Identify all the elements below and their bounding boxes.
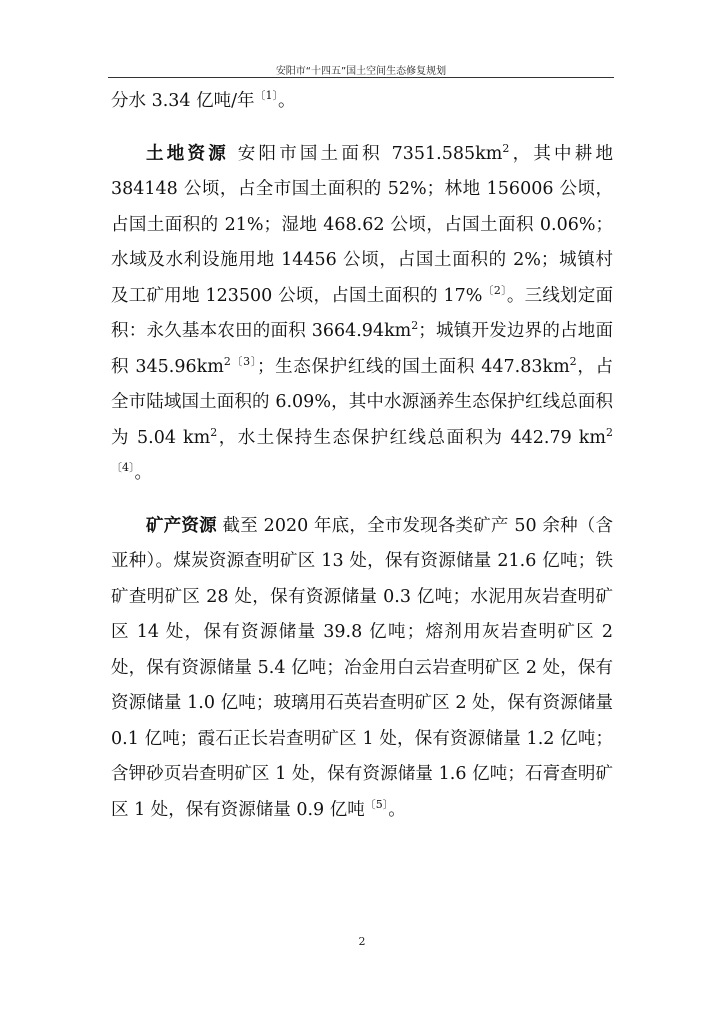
superscript: 2	[569, 354, 577, 368]
paragraph-text: 。三线划定面积：永久基本农田的面积 3664.94km	[111, 285, 614, 341]
citation-ref: 〔3〕	[230, 354, 257, 368]
header-rule	[108, 77, 614, 78]
citation-ref: 〔2〕	[482, 283, 507, 297]
paragraph-tail: 。	[134, 463, 152, 483]
paragraph-tail: 。	[388, 799, 406, 820]
superscript: 2	[502, 141, 510, 155]
superscript: 2	[411, 319, 419, 333]
superscript: 2	[210, 425, 218, 439]
paragraph-tail: 。	[278, 91, 296, 111]
citation-ref: 〔5〕	[364, 797, 389, 811]
paragraph-land-resources	[111, 137, 613, 492]
paragraph-text: 安阳市国土面积 7351.585km	[228, 143, 503, 164]
section-heading-land: 土地资源	[146, 143, 229, 164]
citation-ref: 〔4〕	[111, 461, 135, 474]
paragraph-text: ，占全市陆域国土面积的 6.09%，其中水源涵养生态保护红线总面积为 5.04 km	[111, 356, 614, 448]
running-header: 安阳市“十四五”国土空间生态修复规划	[275, 66, 447, 77]
paragraph-text: 截至 2020 年底，全市发现各类矿产 50 余种（含亚种）。煤炭资源查明矿区 13 处，保有资源储量 21.6 亿吨；铁矿查明矿区 28 处，保有资源储量 0.3 亿吨；水泥用灰岩查明矿区 14 处，保有资源储量 39.8 亿吨；熔剂用灰岩查明矿区 2 处，保有资源储量 5.4 亿吨；冶金用白云岩查明矿区 2 处，保有资源储量 1.0 亿吨；玻璃用石英岩查明矿区 2 处，保有资源储量 0.1 亿吨；霞石正长岩查明矿区 1 处，保有资源储量 1.2 亿吨；含钾砂页岩查明矿区 1 处，保有资源储量 1.6 亿吨；石膏查明矿区 1 处，保有资源储量 0.9 亿吨	[111, 515, 613, 820]
paragraph-text: ，其中耕地 384148 公顷，占全市国土面积的 52%；林地 156006 公顷，占国土面积的 21%；湿地 468.62 公顷，占国土面积 0.06%；水域及水利设施用地 14456 公顷，占国土面积的 2%；城镇村及工矿用地 123500 公顷，占国土面积的 17%	[111, 143, 614, 306]
document-body	[111, 84, 613, 828]
paragraph-mineral-resources	[111, 509, 613, 829]
paragraph-text: ，水土保持生态保护红线总面积为 442.79 km	[217, 427, 606, 448]
citation-ref: 〔1〕	[254, 89, 278, 102]
paragraph-continued	[111, 84, 613, 120]
section-heading-mineral: 矿产资源	[146, 515, 217, 536]
paragraph-text: ；城镇开发边界的占地面积 345.96km	[111, 321, 613, 377]
page-number: 2	[358, 935, 366, 948]
superscript: 2	[606, 425, 613, 439]
paragraph-text: 分水 3.34 亿吨/年	[111, 91, 255, 111]
superscript: 2	[223, 354, 231, 368]
paragraph-text: ；生态保护红线的国土面积 447.83km	[257, 356, 570, 377]
